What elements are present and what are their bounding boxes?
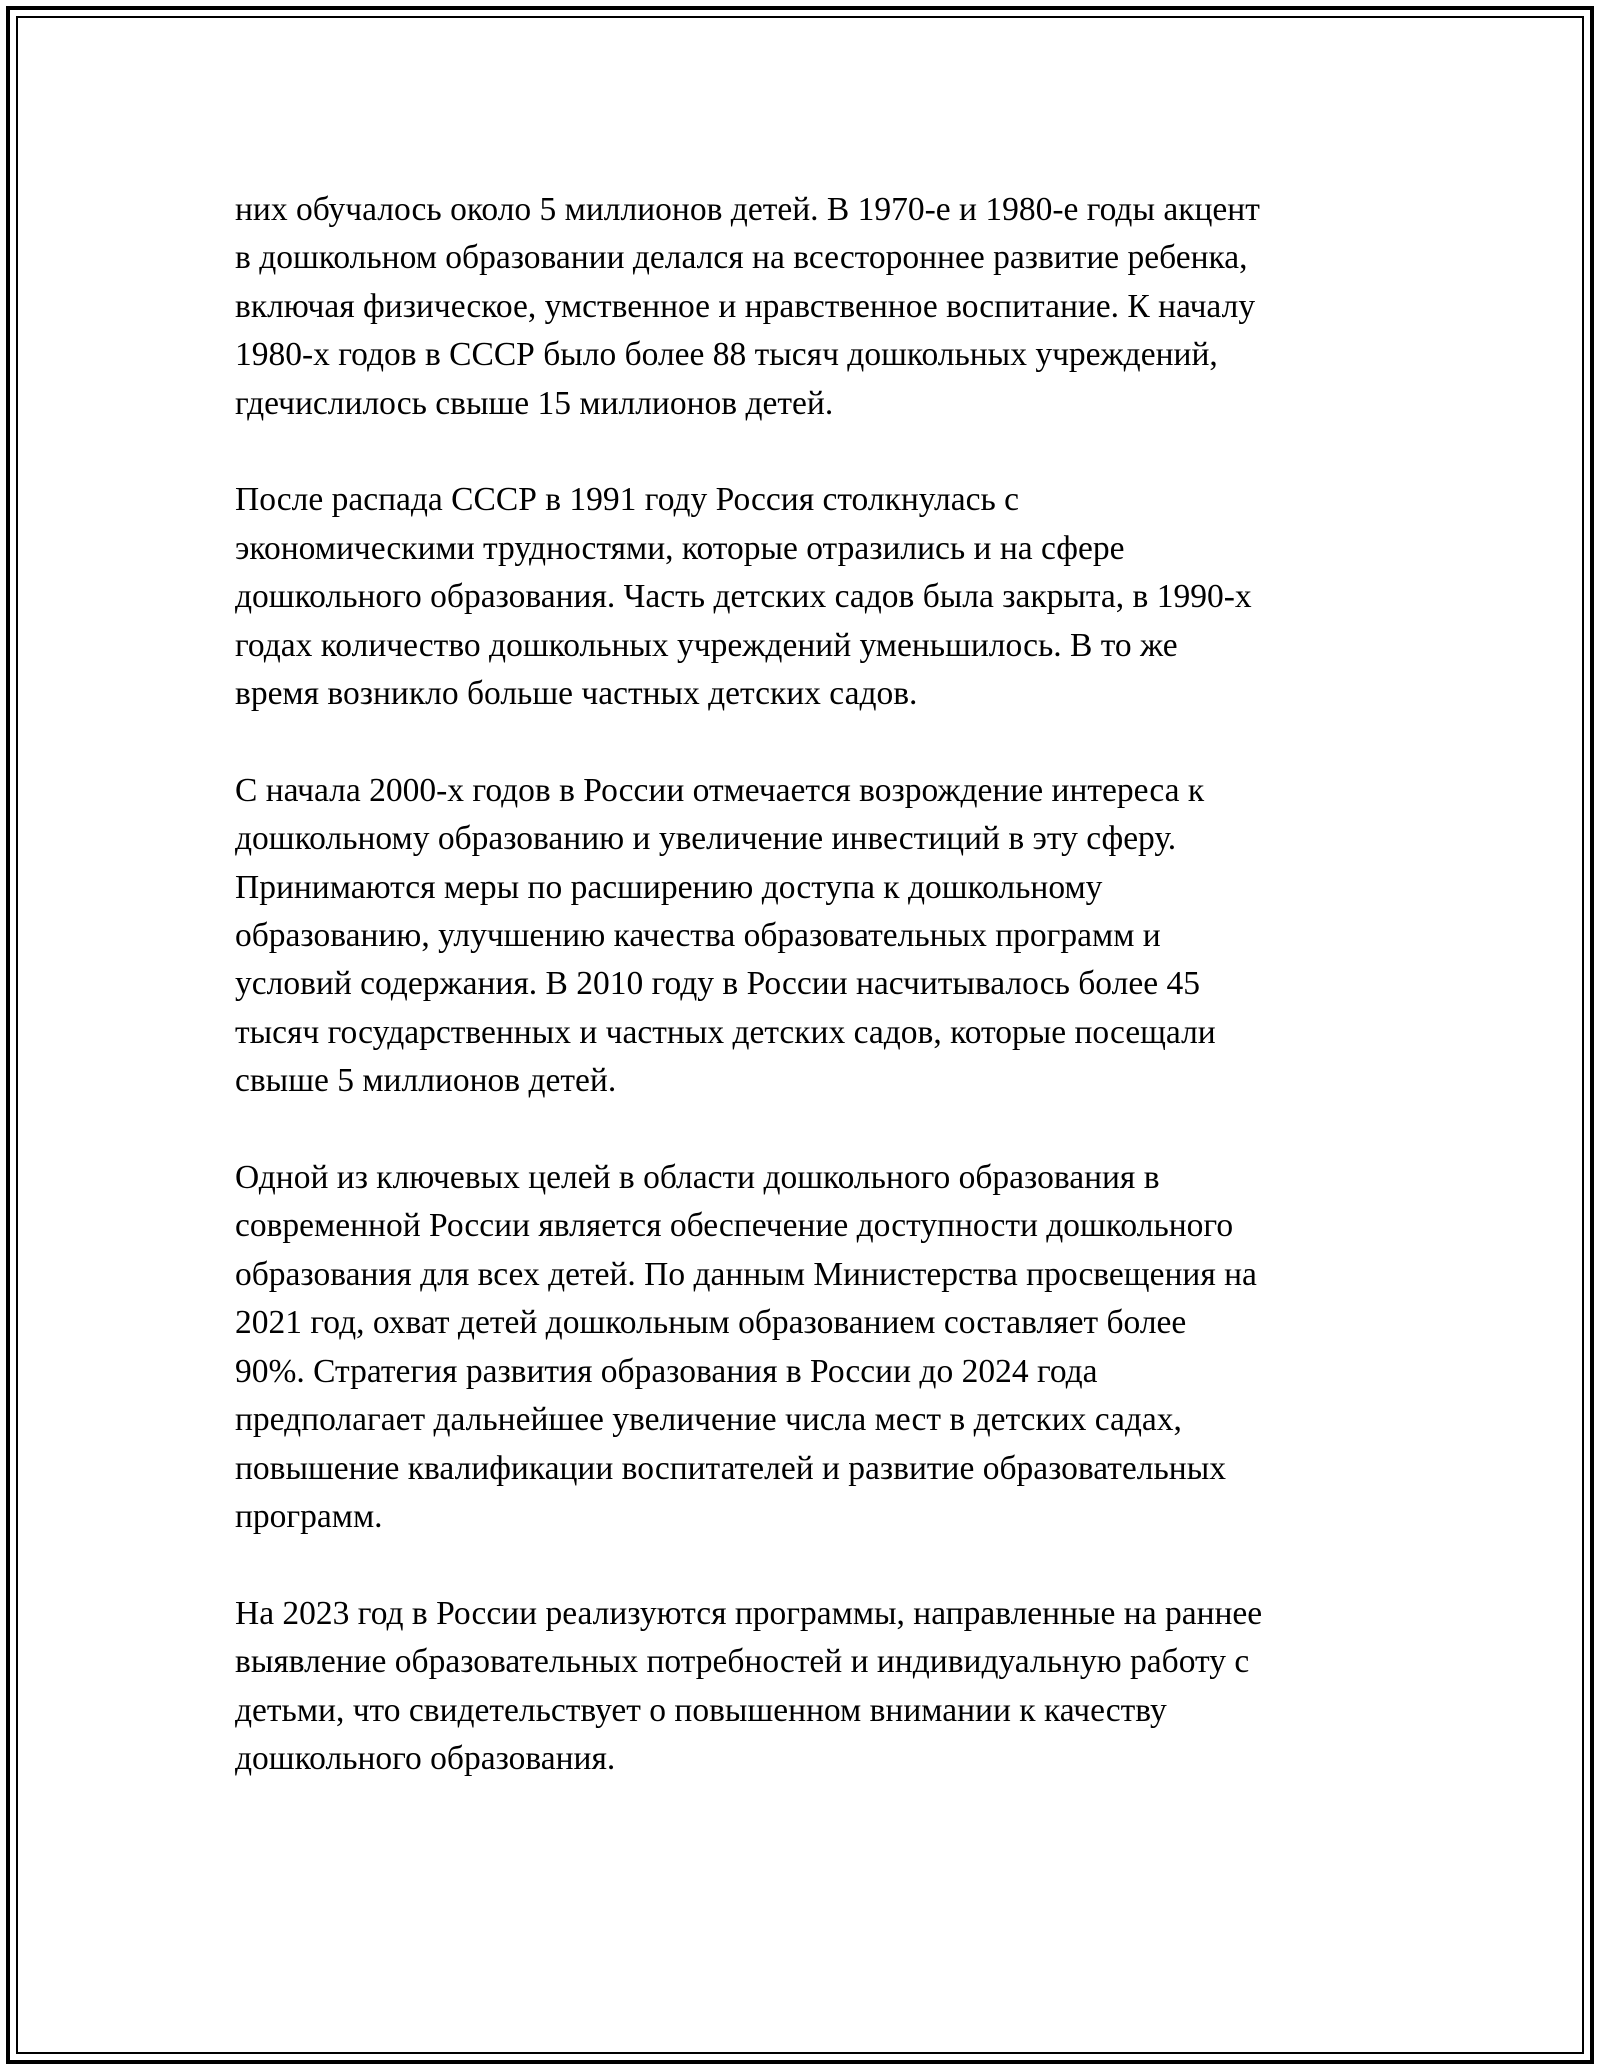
paragraph-2023-programs: На 2023 год в России реализуются программы, направленные на раннее выявление образовательных потребностей и индивидуальную работу с детьми, что свидетельствует о повышенном внимании к качеству дошкольного образования. [235,1594,1263,1777]
paragraph-accessibility-goals: Одной из ключевых целей в области дошкольного образования в современной России является обеспечение доступности дошкольного образования для всех детей. По данным Министерства просвещения на 2021 год, охват детей дошкольным образованием составляет более 90%. Стратегия развития образования в России до 2024 года предполагает дальнейшее увеличение числа мест в детских садах, повышение квалификации воспитателей и развитие образовательных программ. [235,1159,1257,1535]
paragraph-2000s-revival: С начала 2000-х годов в России отмечается возрождение интереса к дошкольному образованию и увеличение инвестиций в эту сферу. Принимаются меры по расширению доступа к дошкольному образованию, улучшению качества образовательных программ и условий содержания. В 2010 году в России насчитывалось более 45 тысяч государственных и частных детских садов, которые посещали свыше 5 миллионов детей. [235,771,1216,1100]
document-body [235,186,1370,1832]
paragraph-soviet-preschool: них обучалось около 5 миллионов детей. В 1970-е и 1980-е годы акцент в дошкольном образовании делался на всестороннее развитие ребенка, включая физическое, умственное и нравственное воспитание. К началу 1980-х годов в СССР было более 88 тысяч дошкольных учреждений, гдечислилось свыше 15 миллионов детей. [235,191,1260,422]
paragraph-post-ussr: После распада СССР в 1991 году Россия столкнулась с экономическими трудностями, которые отразились и на сфере дошкольного образования. Часть детских садов была закрыта, в 1990-х годах количество дошкольных учреждений уменьшилось. В то же время возникло больше частных детских садов. [235,481,1252,713]
